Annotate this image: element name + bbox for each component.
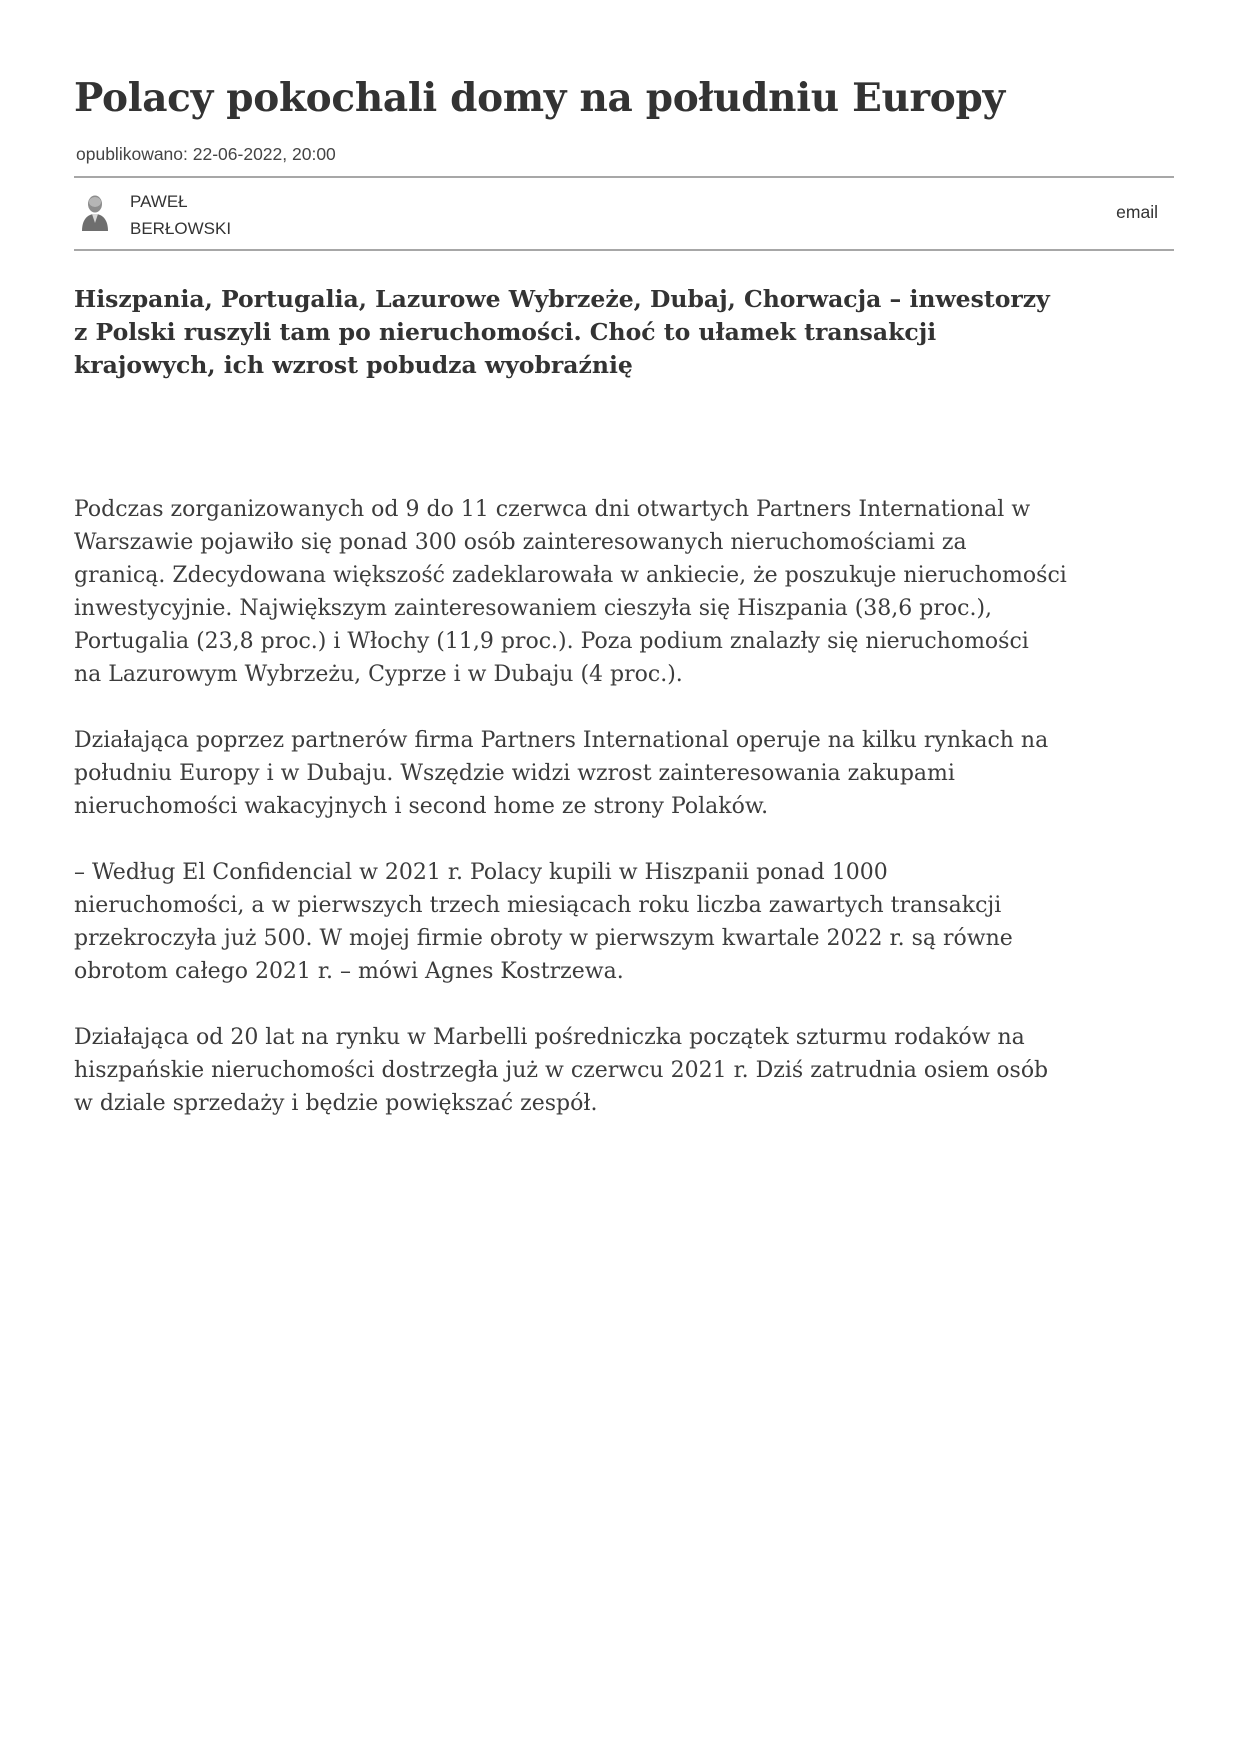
author-first-name: PAWEŁ [130,192,188,211]
article-lead [74,283,1174,382]
author-last-name: BERŁOWSKI [130,219,232,238]
body-line: na Lazurowym Wybrzeżu, Cyprze i w Dubaju (4 proc.). [74,662,683,687]
author-name[interactable] [130,188,290,242]
body-line: granicą. Zdecydowana większość zadeklarowała w ankiecie, że poszukuje nieruchomości [74,563,1067,588]
body-line: Warszawie pojawiło się ponad 300 osób zainteresowanych nieruchomościami za [74,530,967,555]
body-line: inwestycyjnie. Największym zainteresowaniem cieszyła się Hiszpania (38,6 proc.), [74,596,993,621]
body-paragraph [74,493,1174,691]
body-line: południu Europy i w Dubaju. Wszędzie widzi wzrost zainteresowania zakupami [74,761,955,786]
body-line: w dziale sprzedaży i będzie powiększać zespół. [74,1091,598,1116]
body-line: nieruchomości wakacyjnych i second home ze strony Polaków. [74,794,769,819]
lead-line: Hiszpania, Portugalia, Lazurowe Wybrzeże, Dubaj, Chorwacja – inwestorzy [74,285,1050,313]
body-line: nieruchomości, a w pierwszych trzech miesiącach roku liczba zawartych transakcji [74,893,1002,918]
body-paragraph [74,724,1174,823]
body-line: Działająca od 20 lat na rynku w Marbelli pośredniczka początek szturmu rodaków na [74,1025,1025,1050]
body-paragraph [74,1021,1174,1120]
body-paragraph [74,856,1174,988]
email-link[interactable]: email [1116,202,1158,222]
body-line: przekroczyła już 500. W mojej firmie obroty w pierwszym kwartale 2022 r. są równe [74,926,1013,951]
body-line: – Według El Confidencial w 2021 r. Polacy kupili w Hiszpanii ponad 1000 [74,860,888,885]
body-line: Podczas zorganizowanych od 9 do 11 czerwca dni otwartych Partners International w [74,497,1031,522]
body-line: hiszpańskie nieruchomości dostrzegła już w czerwcu 2021 r. Dziś zatrudnia osiem osób [74,1058,1049,1083]
author-bar-bottom-divider [74,249,1174,251]
author-photo-svg [80,193,110,231]
publication-date: opublikowano: 22-06-2022, 20:00 [76,144,336,164]
body-line: Portugalia (23,8 proc.) i Włochy (11,9 proc.). Poza podium znalazły się nieruchomości [74,629,1029,654]
lead-line: z Polski ruszyli tam po nieruchomości. Choć to ułamek transakcji [74,318,937,346]
body-line: obrotom całego 2021 r. – mówi Agnes Kostrzewa. [74,959,624,984]
article-body [74,493,1174,1153]
lead-line: krajowych, ich wzrost pobudza wyobraźnię [74,351,633,379]
author-photo-icon [80,193,110,231]
body-line: Działająca poprzez partnerów firma Partners International operuje na kilku rynkach na [74,728,1049,753]
article-title: Polacy pokochali domy na południu Europy [74,75,1005,121]
author-bar-top-divider [74,176,1174,178]
